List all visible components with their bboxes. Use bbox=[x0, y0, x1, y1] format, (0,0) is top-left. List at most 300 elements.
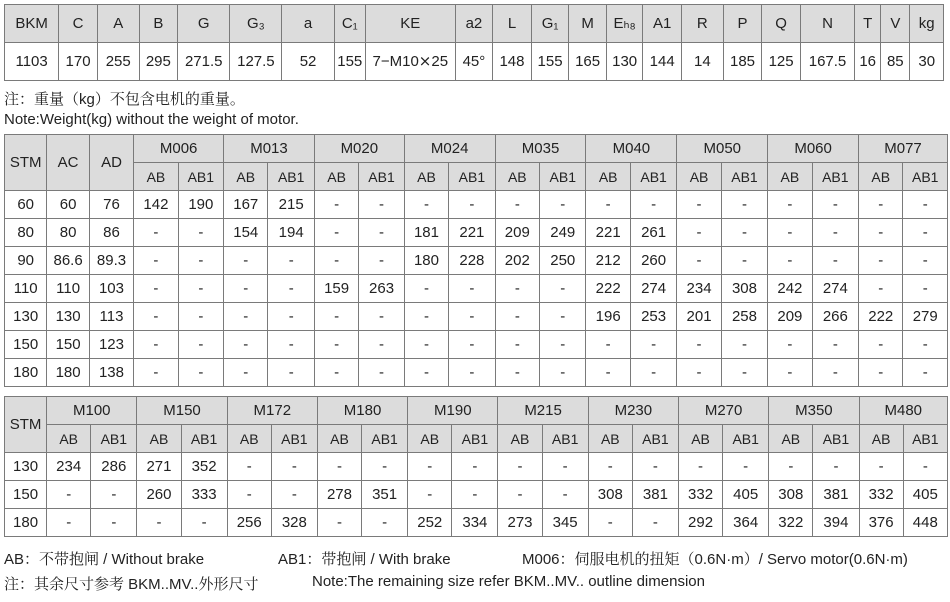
value-cell: 332 bbox=[859, 481, 903, 509]
value-cell: - bbox=[178, 331, 223, 359]
dimension-header-cell: B bbox=[139, 5, 178, 43]
value-cell: - bbox=[630, 359, 676, 387]
value-cell: 222 bbox=[859, 303, 903, 331]
value-cell: 261 bbox=[630, 219, 676, 247]
ab1-header: AB1 bbox=[903, 163, 948, 191]
value-cell: 209 bbox=[495, 219, 539, 247]
value-cell: 405 bbox=[903, 481, 947, 509]
dimension-value-cell: 127.5 bbox=[230, 43, 282, 81]
value-cell: 286 bbox=[91, 453, 137, 481]
dimension-value-cell: 7−M10⨯25 bbox=[365, 43, 455, 81]
value-cell: 308 bbox=[769, 481, 813, 509]
value-cell: - bbox=[768, 247, 812, 275]
ab1-header: AB1 bbox=[362, 425, 408, 453]
value-cell: - bbox=[449, 359, 495, 387]
motor-group-header: M024 bbox=[404, 135, 495, 163]
value-cell: 252 bbox=[408, 509, 452, 537]
value-cell: - bbox=[588, 453, 632, 481]
stm-cell: 60 bbox=[5, 191, 47, 219]
value-cell: 308 bbox=[588, 481, 632, 509]
dimension-value-cell: 155 bbox=[334, 43, 365, 81]
dimension-header-cell: C₁ bbox=[334, 5, 365, 43]
motor-group-header: M013 bbox=[224, 135, 315, 163]
value-cell: 180 bbox=[404, 247, 448, 275]
value-cell: - bbox=[362, 453, 408, 481]
value-cell: - bbox=[859, 359, 903, 387]
value-cell: - bbox=[134, 359, 178, 387]
value-cell: 266 bbox=[812, 303, 858, 331]
value-cell: 263 bbox=[359, 275, 404, 303]
value-cell: - bbox=[630, 331, 676, 359]
ab1-header: AB1 bbox=[91, 425, 137, 453]
value-cell: - bbox=[540, 331, 586, 359]
value-cell: - bbox=[359, 247, 404, 275]
value-cell: - bbox=[224, 275, 268, 303]
value-cell: 405 bbox=[723, 481, 769, 509]
legend-ab: AB：不带抱闸 / Without brake bbox=[4, 551, 205, 568]
motor-group-header: M020 bbox=[314, 135, 404, 163]
value-cell: 180 bbox=[47, 359, 89, 387]
table-row bbox=[5, 303, 948, 331]
value-cell: - bbox=[498, 453, 542, 481]
value-cell: - bbox=[404, 191, 448, 219]
value-cell: - bbox=[903, 453, 947, 481]
value-cell: - bbox=[768, 219, 812, 247]
ab1-header: AB1 bbox=[540, 163, 586, 191]
value-cell: 221 bbox=[586, 219, 630, 247]
value-cell: - bbox=[678, 453, 722, 481]
ab1-header: AB1 bbox=[903, 425, 947, 453]
value-cell: - bbox=[768, 331, 812, 359]
value-cell: - bbox=[586, 359, 630, 387]
ab1-header: AB1 bbox=[813, 425, 859, 453]
value-cell: - bbox=[271, 481, 317, 509]
value-cell: - bbox=[224, 303, 268, 331]
dimension-value-cell: 170 bbox=[59, 43, 98, 81]
value-cell: 142 bbox=[134, 191, 178, 219]
value-cell: - bbox=[137, 509, 181, 537]
dimension-header-cell: N bbox=[800, 5, 854, 43]
value-cell: - bbox=[362, 509, 408, 537]
value-cell: 159 bbox=[314, 275, 358, 303]
value-cell: - bbox=[542, 453, 588, 481]
value-cell: - bbox=[812, 191, 858, 219]
table-row bbox=[5, 331, 948, 359]
ab1-header: AB1 bbox=[812, 163, 858, 191]
ab1-header: AB1 bbox=[181, 425, 227, 453]
ab1-header: AB1 bbox=[359, 163, 404, 191]
motor-group-header: M270 bbox=[678, 397, 768, 425]
value-cell: 256 bbox=[227, 509, 271, 537]
value-cell: 190 bbox=[178, 191, 223, 219]
motor-group-header: M150 bbox=[137, 397, 227, 425]
value-cell: 249 bbox=[540, 219, 586, 247]
value-cell: - bbox=[859, 275, 903, 303]
value-cell: 123 bbox=[89, 331, 133, 359]
value-cell: - bbox=[588, 509, 632, 537]
value-cell: 242 bbox=[768, 275, 812, 303]
value-cell: - bbox=[134, 303, 178, 331]
dimension-value-cell: 185 bbox=[723, 43, 762, 81]
table1-group-header bbox=[5, 135, 948, 163]
ab-header: AB bbox=[768, 163, 812, 191]
value-cell: 250 bbox=[540, 247, 586, 275]
value-cell: 345 bbox=[542, 509, 588, 537]
value-cell: - bbox=[540, 359, 586, 387]
dimension-header-cell: kg bbox=[910, 5, 944, 43]
value-cell: - bbox=[404, 331, 448, 359]
value-cell: - bbox=[268, 275, 314, 303]
motor-group-header: M035 bbox=[495, 135, 586, 163]
value-cell: - bbox=[903, 275, 948, 303]
value-cell: 333 bbox=[181, 481, 227, 509]
ab1-header: AB1 bbox=[542, 425, 588, 453]
value-cell: 258 bbox=[721, 303, 767, 331]
table-row bbox=[5, 453, 948, 481]
dimension-value-cell: 85 bbox=[881, 43, 910, 81]
dimension-header-cell: G bbox=[178, 5, 230, 43]
value-cell: - bbox=[630, 191, 676, 219]
value-cell: 274 bbox=[812, 275, 858, 303]
value-cell: 260 bbox=[137, 481, 181, 509]
ab1-header: AB1 bbox=[271, 425, 317, 453]
value-cell: 202 bbox=[495, 247, 539, 275]
remaining-size-note-cn: 注：其余尺寸参考 BKM..MV..外形尺寸 bbox=[4, 576, 259, 593]
dimension-value-cell: 255 bbox=[97, 43, 139, 81]
value-cell: - bbox=[268, 303, 314, 331]
motor-group-header: M180 bbox=[317, 397, 407, 425]
value-cell: 292 bbox=[678, 509, 722, 537]
value-cell: 194 bbox=[268, 219, 314, 247]
value-cell: - bbox=[134, 219, 178, 247]
motor-group-header: M230 bbox=[588, 397, 678, 425]
ab1-header: AB1 bbox=[721, 163, 767, 191]
dimension-header-cell: P bbox=[723, 5, 762, 43]
dimension-header-cell: Eₕ₈ bbox=[606, 5, 643, 43]
value-cell: - bbox=[452, 481, 498, 509]
motor-group-header: M190 bbox=[408, 397, 498, 425]
value-cell: - bbox=[540, 191, 586, 219]
dimension-header-cell: M bbox=[569, 5, 607, 43]
value-cell: 181 bbox=[404, 219, 448, 247]
value-cell: 273 bbox=[498, 509, 542, 537]
value-cell: - bbox=[769, 453, 813, 481]
value-cell: - bbox=[404, 303, 448, 331]
value-cell: 332 bbox=[678, 481, 722, 509]
value-cell: 80 bbox=[47, 219, 89, 247]
value-cell: - bbox=[498, 481, 542, 509]
value-cell: - bbox=[134, 275, 178, 303]
value-cell: - bbox=[47, 509, 91, 537]
value-cell: 196 bbox=[586, 303, 630, 331]
value-cell: - bbox=[721, 247, 767, 275]
value-cell: - bbox=[721, 331, 767, 359]
remaining-size-note-en: Note:The remaining size refer BKM..MV.. outline dimension bbox=[312, 573, 705, 590]
value-cell: 234 bbox=[47, 453, 91, 481]
value-cell: - bbox=[314, 359, 358, 387]
ab-header: AB bbox=[588, 425, 632, 453]
legend-ab1: AB1：带抱闸 / With brake bbox=[278, 551, 451, 568]
value-cell: 110 bbox=[47, 275, 89, 303]
dimension-value-cell: 45° bbox=[455, 43, 493, 81]
dimension-header-cell: G₃ bbox=[230, 5, 282, 43]
value-cell: 209 bbox=[768, 303, 812, 331]
value-cell: - bbox=[449, 191, 495, 219]
value-cell: 352 bbox=[181, 453, 227, 481]
ab-header: AB bbox=[224, 163, 268, 191]
value-cell: 167 bbox=[224, 191, 268, 219]
motor-group-header: M040 bbox=[586, 135, 677, 163]
value-cell: - bbox=[495, 359, 539, 387]
ab-header: AB bbox=[47, 425, 91, 453]
dimension-header-cell: G₁ bbox=[531, 5, 569, 43]
motor-group-header: M350 bbox=[769, 397, 859, 425]
value-cell: - bbox=[903, 219, 948, 247]
value-cell: - bbox=[495, 275, 539, 303]
value-cell: - bbox=[134, 331, 178, 359]
value-cell: - bbox=[268, 247, 314, 275]
value-cell: - bbox=[404, 359, 448, 387]
value-cell: - bbox=[677, 331, 721, 359]
value-cell: - bbox=[812, 331, 858, 359]
value-cell: - bbox=[721, 191, 767, 219]
table-row bbox=[5, 481, 948, 509]
value-cell: - bbox=[768, 359, 812, 387]
value-cell: - bbox=[314, 331, 358, 359]
table2-group-header bbox=[5, 397, 948, 425]
value-cell: - bbox=[224, 359, 268, 387]
dimension-value-cell: 155 bbox=[531, 43, 569, 81]
value-cell: 308 bbox=[721, 275, 767, 303]
value-cell: - bbox=[452, 453, 498, 481]
table-row bbox=[5, 275, 948, 303]
ab-header: AB bbox=[495, 163, 539, 191]
dimension-value-cell: 125 bbox=[762, 43, 801, 81]
ab-header: AB bbox=[137, 425, 181, 453]
value-cell: - bbox=[317, 509, 361, 537]
value-cell: 212 bbox=[586, 247, 630, 275]
value-cell: - bbox=[768, 191, 812, 219]
value-cell: - bbox=[91, 481, 137, 509]
value-cell: 351 bbox=[362, 481, 408, 509]
value-cell: - bbox=[677, 219, 721, 247]
value-cell: - bbox=[359, 331, 404, 359]
ab-header: AB bbox=[134, 163, 178, 191]
value-cell: - bbox=[47, 481, 91, 509]
value-cell: - bbox=[359, 219, 404, 247]
table2-sub-header bbox=[5, 425, 948, 453]
stm-cell: 130 bbox=[5, 453, 47, 481]
value-cell: 394 bbox=[813, 509, 859, 537]
value-cell: - bbox=[540, 275, 586, 303]
table2-body bbox=[5, 453, 948, 537]
value-cell: - bbox=[903, 331, 948, 359]
weight-note-en: Note:Weight(kg) without the weight of motor. bbox=[4, 111, 299, 128]
dimension-value-cell: 130 bbox=[606, 43, 643, 81]
dimension-header-cell: A bbox=[97, 5, 139, 43]
value-cell: 154 bbox=[224, 219, 268, 247]
stm-cell: 90 bbox=[5, 247, 47, 275]
table1-body bbox=[5, 191, 948, 387]
dimension-value-row bbox=[5, 43, 944, 81]
value-cell: 113 bbox=[89, 303, 133, 331]
motor-group-header: M480 bbox=[859, 397, 947, 425]
value-cell: - bbox=[224, 331, 268, 359]
dimension-table bbox=[4, 4, 944, 81]
dimension-value-cell: 16 bbox=[855, 43, 881, 81]
value-cell: 228 bbox=[449, 247, 495, 275]
ab1-header: AB1 bbox=[449, 163, 495, 191]
value-cell: - bbox=[813, 453, 859, 481]
value-cell: - bbox=[404, 275, 448, 303]
ac-header: AC bbox=[47, 135, 89, 191]
value-cell: - bbox=[178, 219, 223, 247]
value-cell: - bbox=[859, 219, 903, 247]
value-cell: 271 bbox=[137, 453, 181, 481]
dimension-value-cell: 1103 bbox=[5, 43, 59, 81]
value-cell: - bbox=[812, 247, 858, 275]
value-cell: - bbox=[812, 219, 858, 247]
value-cell: - bbox=[812, 359, 858, 387]
value-cell: - bbox=[227, 481, 271, 509]
value-cell: - bbox=[859, 247, 903, 275]
value-cell: - bbox=[408, 453, 452, 481]
dimension-header-cell: R bbox=[681, 5, 723, 43]
ab-header: AB bbox=[586, 163, 630, 191]
stm-cell: 80 bbox=[5, 219, 47, 247]
value-cell: 334 bbox=[452, 509, 498, 537]
stm-cell: 180 bbox=[5, 359, 47, 387]
dimension-value-cell: 52 bbox=[282, 43, 334, 81]
stm-cell: 180 bbox=[5, 509, 47, 537]
value-cell: - bbox=[268, 359, 314, 387]
value-cell: - bbox=[314, 219, 358, 247]
value-cell: - bbox=[224, 247, 268, 275]
value-cell: - bbox=[495, 191, 539, 219]
motor-group-header: M060 bbox=[768, 135, 859, 163]
value-cell: - bbox=[721, 359, 767, 387]
value-cell: 278 bbox=[317, 481, 361, 509]
motor-group-header: M050 bbox=[677, 135, 768, 163]
value-cell: 222 bbox=[586, 275, 630, 303]
value-cell: - bbox=[359, 303, 404, 331]
value-cell: 274 bbox=[630, 275, 676, 303]
value-cell: - bbox=[134, 247, 178, 275]
value-cell: 86.6 bbox=[47, 247, 89, 275]
motor-torque-table-1 bbox=[4, 134, 948, 387]
dimension-header-cell: a2 bbox=[455, 5, 493, 43]
value-cell: 60 bbox=[47, 191, 89, 219]
value-cell: - bbox=[677, 359, 721, 387]
value-cell: - bbox=[178, 359, 223, 387]
value-cell: 150 bbox=[47, 331, 89, 359]
ab1-header: AB1 bbox=[723, 425, 769, 453]
value-cell: 76 bbox=[89, 191, 133, 219]
value-cell: - bbox=[227, 453, 271, 481]
value-cell: - bbox=[91, 509, 137, 537]
value-cell: - bbox=[540, 303, 586, 331]
table1-sub-header bbox=[5, 163, 948, 191]
value-cell: - bbox=[449, 303, 495, 331]
value-cell: - bbox=[495, 331, 539, 359]
value-cell: 381 bbox=[632, 481, 678, 509]
dimension-value-cell: 295 bbox=[139, 43, 178, 81]
ab1-header: AB1 bbox=[632, 425, 678, 453]
legend-m006: M006：伺服电机的扭矩（0.6N·m）/ Servo motor(0.6N·m) bbox=[522, 551, 908, 568]
ab-header: AB bbox=[317, 425, 361, 453]
ab-header: AB bbox=[227, 425, 271, 453]
stm-cell: 130 bbox=[5, 303, 47, 331]
motor-group-header: M006 bbox=[134, 135, 224, 163]
ab1-header: AB1 bbox=[268, 163, 314, 191]
motor-torque-table-2 bbox=[4, 396, 948, 537]
dimension-header-cell: BKM bbox=[5, 5, 59, 43]
value-cell: 376 bbox=[859, 509, 903, 537]
value-cell: - bbox=[903, 359, 948, 387]
motor-group-header: M215 bbox=[498, 397, 588, 425]
value-cell: 448 bbox=[903, 509, 947, 537]
ab-header: AB bbox=[859, 163, 903, 191]
value-cell: - bbox=[449, 275, 495, 303]
value-cell: - bbox=[178, 303, 223, 331]
stm-cell: 150 bbox=[5, 481, 47, 509]
dimension-value-cell: 165 bbox=[569, 43, 607, 81]
table-row bbox=[5, 359, 948, 387]
value-cell: - bbox=[314, 303, 358, 331]
value-cell: - bbox=[408, 481, 452, 509]
dimension-value-cell: 30 bbox=[910, 43, 944, 81]
table-row bbox=[5, 191, 948, 219]
value-cell: - bbox=[677, 191, 721, 219]
value-cell: - bbox=[721, 219, 767, 247]
ab1-header: AB1 bbox=[630, 163, 676, 191]
weight-note-cn: 注：重量（kg）不包含电机的重量。 bbox=[4, 91, 245, 108]
stm-header: STM bbox=[5, 135, 47, 191]
dimension-header-cell: T bbox=[855, 5, 881, 43]
ab1-header: AB1 bbox=[452, 425, 498, 453]
dimension-value-cell: 271.5 bbox=[178, 43, 230, 81]
value-cell: - bbox=[268, 331, 314, 359]
ad-header: AD bbox=[89, 135, 133, 191]
ab-header: AB bbox=[408, 425, 452, 453]
dimension-header-cell: V bbox=[881, 5, 910, 43]
dimension-value-cell: 148 bbox=[493, 43, 532, 81]
value-cell: - bbox=[632, 453, 678, 481]
value-cell: 130 bbox=[47, 303, 89, 331]
value-cell: - bbox=[271, 453, 317, 481]
table-row bbox=[5, 219, 948, 247]
ab-header: AB bbox=[404, 163, 448, 191]
dimension-header-row bbox=[5, 5, 944, 43]
value-cell: - bbox=[317, 453, 361, 481]
ab-header: AB bbox=[859, 425, 903, 453]
value-cell: 364 bbox=[723, 509, 769, 537]
value-cell: - bbox=[181, 509, 227, 537]
value-cell: - bbox=[449, 331, 495, 359]
value-cell: - bbox=[586, 331, 630, 359]
value-cell: 253 bbox=[630, 303, 676, 331]
table-row bbox=[5, 509, 948, 537]
value-cell: 328 bbox=[271, 509, 317, 537]
value-cell: - bbox=[314, 191, 358, 219]
value-cell: - bbox=[903, 191, 948, 219]
value-cell: 103 bbox=[89, 275, 133, 303]
dimension-header-cell: C bbox=[59, 5, 98, 43]
value-cell: 260 bbox=[630, 247, 676, 275]
dimension-header-cell: L bbox=[493, 5, 532, 43]
dimension-header-cell: A1 bbox=[643, 5, 682, 43]
value-cell: - bbox=[359, 191, 404, 219]
